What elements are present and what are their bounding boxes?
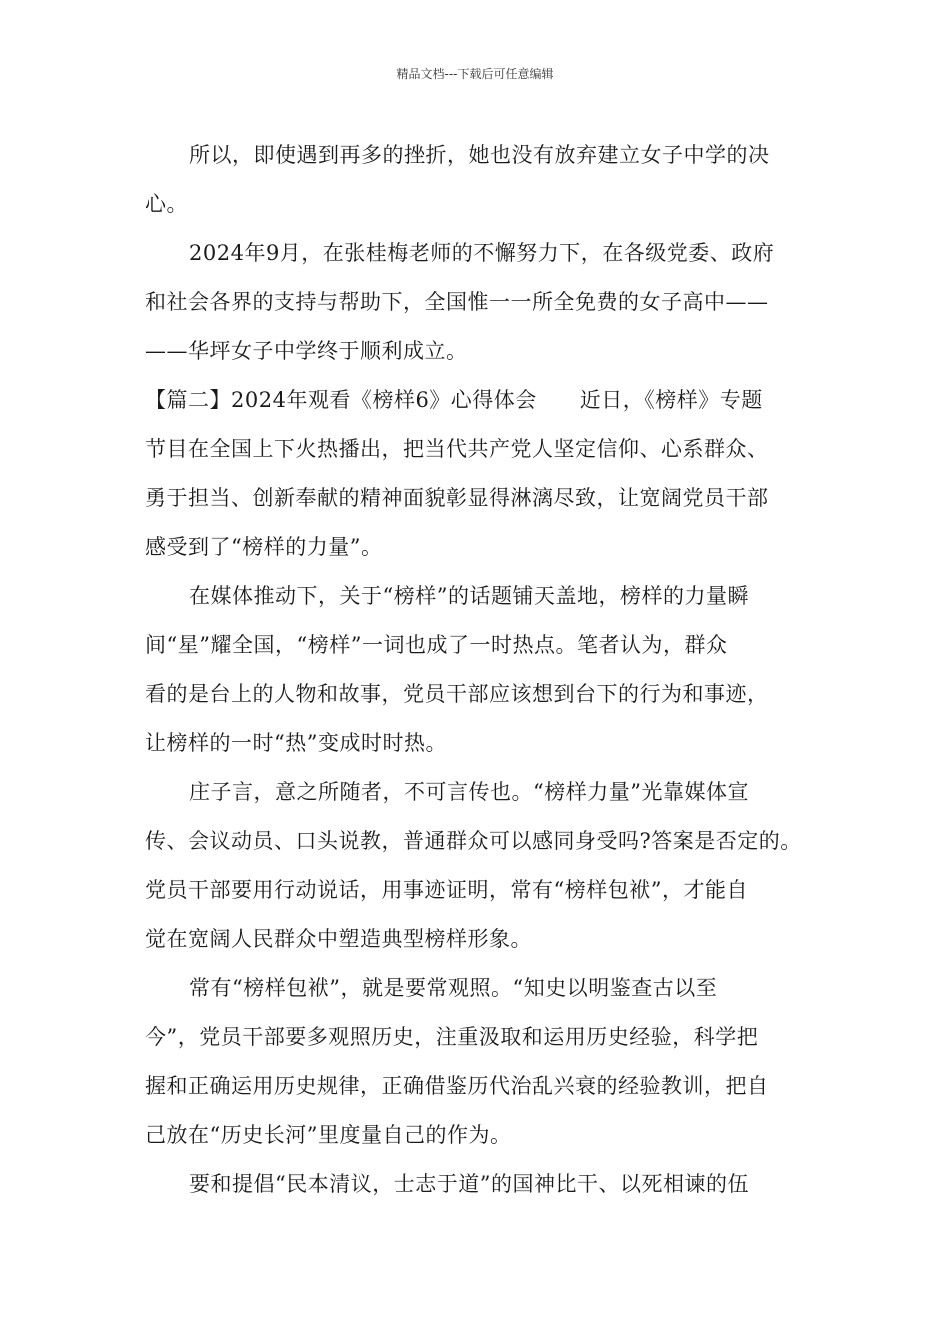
document-body <box>145 131 805 1209</box>
text-line: 所以，即使遇到再多的挫折，她也没有放弃建立女子中学的决 <box>189 143 770 167</box>
text-line: 2024年9月，在张桂梅老师的不懈努力下，在各级党委、政府 <box>189 241 775 265</box>
text-line: 己放在“历史长河”里度量自己的作为。 <box>145 1123 512 1147</box>
text-line: 看的是台上的人物和故事，党员干部应该想到台下的行为和事迹， <box>145 682 769 706</box>
text-line: 让榜样的一时“热”变成时时热。 <box>145 731 447 755</box>
text-line: 在媒体推动下，关于“榜样”的话题铺天盖地，榜样的力量瞬 <box>189 584 749 608</box>
text-line: 常有“榜样包袱”，就是要常观照。“知史以明鉴查古以至 <box>189 976 718 1000</box>
text-line: 党员干部要用行动说话，用事迹证明，常有“榜样包袱”，才能自 <box>145 878 748 902</box>
text-line: ——华坪女子中学终于顺利成立。 <box>145 339 468 363</box>
text-line: 节目在全国上下火热播出，把当代共产党人坚定信仰、心系群众、 <box>145 437 769 461</box>
text-line: 勇于担当、创新奉献的精神面貌彰显得淋漓尽致，让宽阔党员干部 <box>145 486 769 510</box>
text-line: 间“星”耀全国，“榜样”一词也成了一时热点。笔者认为，群众 <box>145 633 728 657</box>
text-line: 觉在宽阔人民群众中塑造典型榜样形象。 <box>145 927 532 951</box>
text-line: 和社会各界的支持与帮助下，全国惟一一所全免费的女子高中—— <box>145 290 769 314</box>
page-header: 精品文档---下载后可任意编辑 <box>396 67 554 81</box>
text-line: 今”，党员干部要多观照历史，注重汲取和运用历史经验，科学把 <box>145 1025 759 1049</box>
text-line: 传、会议动员、口头说教，普通群众可以感同身受吗?答案是否定的。 <box>145 829 802 853</box>
text-line: 庄子言，意之所随者，不可言传也。“榜样力量”光靠媒体宣 <box>189 780 749 804</box>
text-line: 握和正确运用历史规律，正确借鉴历代治乱兴衰的经验教训，把自 <box>145 1074 769 1098</box>
text-line: 要和提倡“民本清议，士志于道”的国神比干、以死相谏的伍 <box>189 1172 749 1196</box>
text-line: 心。 <box>145 192 188 216</box>
text-line: 【篇二】2024年观看《榜样6》心得体会 近日，《榜样》专题 <box>145 388 763 412</box>
text-line: 感受到了“榜样的力量”。 <box>145 535 383 559</box>
